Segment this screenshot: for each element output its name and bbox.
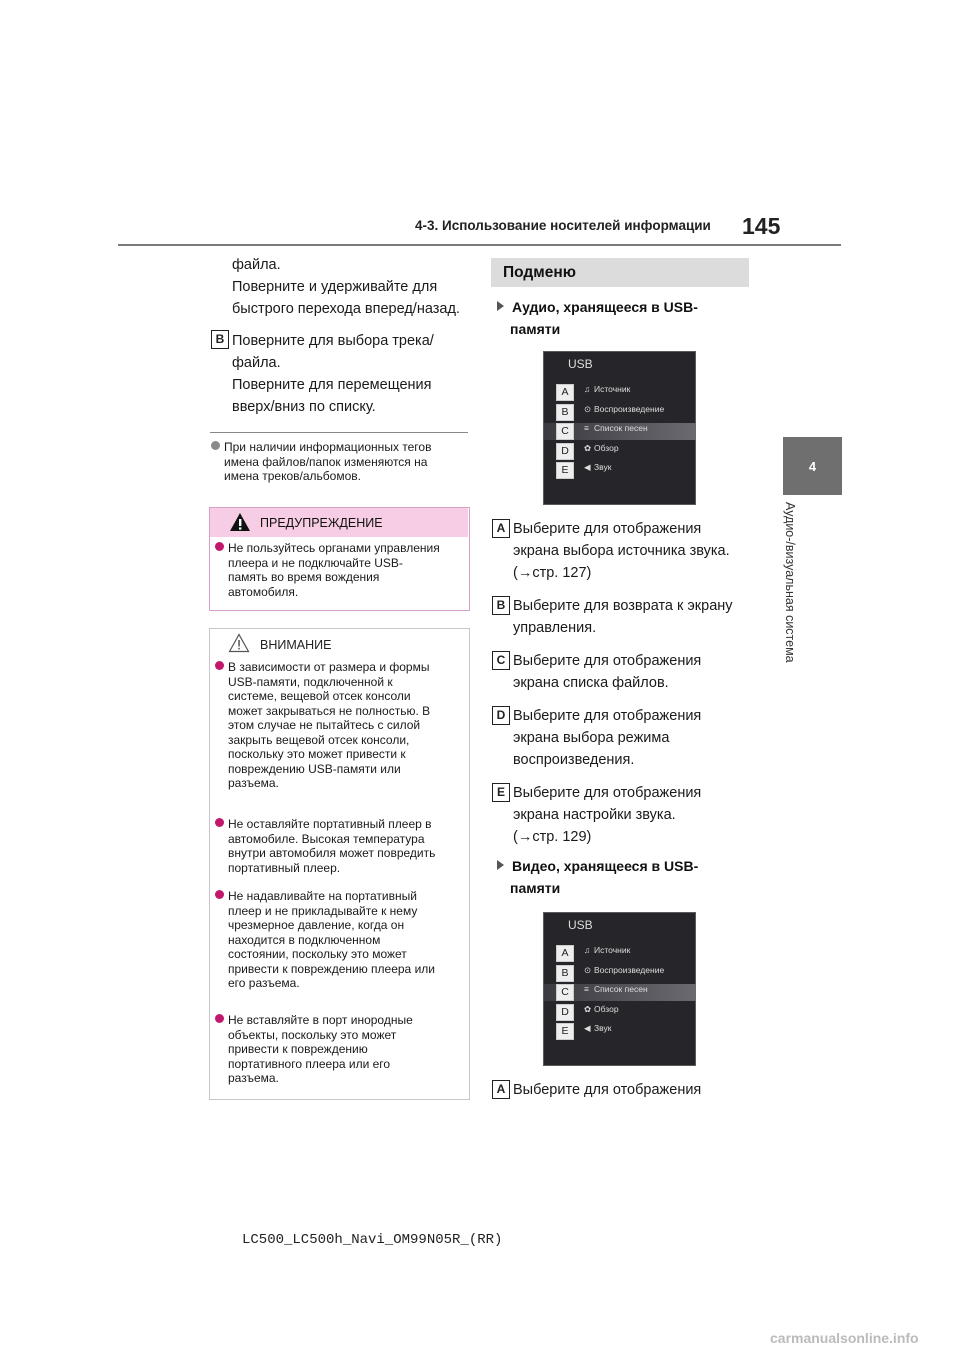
browse-icon: ✿ [584, 443, 592, 453]
usb-screen-audio [543, 351, 696, 505]
browse-icon: ✿ [584, 1004, 592, 1014]
item-e [492, 782, 701, 848]
row-key: C [556, 423, 574, 440]
text-line: Видео, хранящееся в USB- [512, 858, 699, 874]
warning-title: ПРЕДУПРЕЖДЕНИЕ [260, 516, 383, 530]
row-key: D [556, 1004, 574, 1021]
text-line: Выберите для отображения [513, 708, 702, 724]
text-line: поскольку это может привести к [228, 747, 406, 761]
header-rule [118, 244, 841, 246]
play-icon: ⊙ [584, 965, 592, 975]
chapter-label [758, 502, 822, 682]
bullet-icon [211, 441, 220, 450]
screen-row-sound[interactable] [544, 1023, 696, 1040]
key-a: A [492, 1080, 510, 1099]
section-video-title [497, 855, 698, 899]
text-line: USB-памяти, подключенной к [228, 674, 393, 689]
bullet-icon [215, 1014, 224, 1023]
text-line: плеера и не подключайте USB- [228, 555, 403, 570]
caution-item-3 [215, 889, 435, 991]
text-line: Выберите для отображения [513, 785, 702, 801]
warning-item [215, 541, 440, 599]
item-c [492, 650, 701, 694]
bullet-icon [215, 818, 224, 827]
text-line: Поверните и удерживайте для [232, 279, 438, 295]
row-key: A [556, 945, 574, 962]
row-label: Источник [594, 384, 631, 394]
chapter-label-text: Аудио-/визуальная система [783, 502, 797, 663]
screen-row-songs[interactable] [544, 984, 696, 1001]
text-line: файла. [232, 257, 281, 273]
list-icon: ≡ [584, 984, 589, 994]
triangle-arrow-icon [497, 860, 504, 870]
screen-row-playback[interactable] [544, 404, 696, 421]
key-c: C [492, 651, 510, 670]
item-d [492, 705, 701, 771]
text-line: Выберите для отображения [513, 1082, 702, 1098]
list-icon: ≡ [584, 423, 589, 433]
row-key: C [556, 984, 574, 1001]
text-line: имена треков/альбомов. [224, 469, 361, 483]
text-line: управления. [513, 620, 597, 636]
text-line: экрана выбора режима [513, 730, 670, 746]
row-label: Воспроизведение [594, 965, 665, 975]
text-line: состоянии, поскольку это может [228, 947, 407, 961]
text-line: экрана настройки звука. [513, 807, 676, 823]
text-line: объекты, поскольку это может [228, 1027, 397, 1042]
text-line: Выберите для отображения [513, 521, 702, 537]
text-line: этом случае не пытайтесь с силой [228, 718, 421, 732]
row-label: Источник [594, 945, 631, 955]
caution-title: ВНИМАНИЕ [260, 638, 332, 652]
text-line: экрана выбора источника звука. [513, 543, 730, 559]
page-ref: (→стр. 127) [513, 565, 592, 581]
chapter-tab: 4 [783, 437, 842, 495]
item-a-video [492, 1079, 701, 1101]
text-line: чрезмерное давление, когда он [228, 918, 405, 932]
text-line: Поверните для выбора трека/ [232, 333, 434, 349]
bullet-icon [215, 890, 224, 899]
text-line: Поверните для перемещения [232, 377, 432, 393]
text-line: имена файлов/папок изменяются на [224, 454, 428, 469]
note [211, 440, 469, 484]
note-rule [210, 432, 468, 433]
text-line: Не вставляйте в порт инородные [228, 1013, 413, 1027]
caution-item-4 [215, 1013, 413, 1086]
row-key: E [556, 1023, 574, 1040]
row-label: Список песен [594, 423, 648, 433]
row-key: E [556, 462, 574, 479]
screen-row-sound[interactable] [544, 462, 696, 479]
text-line: повреждению USB-памяти или [228, 761, 401, 776]
text-line: память во время вождения [228, 570, 380, 584]
text-line: портативный плеер. [228, 860, 341, 875]
item-b [492, 595, 733, 639]
row-label: Обзор [594, 1004, 619, 1014]
screen-row-browse[interactable] [544, 443, 696, 460]
text-line: Не пользуйтесь органами управления [228, 541, 440, 555]
speaker-icon: ◀ [584, 1023, 591, 1033]
text-line: воспроизведения. [513, 752, 635, 768]
section-title: 4-3. Использование носителей информации [415, 218, 711, 233]
key-e: E [492, 783, 510, 802]
row-key: B [556, 965, 574, 982]
row-key: A [556, 384, 574, 401]
screen-title: USB [568, 357, 593, 371]
text-line: автомобиле. Высокая температура [228, 831, 425, 846]
submenu-heading: Подменю [491, 258, 749, 287]
music-icon: ♫ [584, 945, 591, 955]
bullet-icon [215, 542, 224, 551]
screen-row-browse[interactable] [544, 1004, 696, 1021]
page-ref: (→стр. 129) [513, 829, 592, 845]
row-key: B [556, 404, 574, 421]
footer-code: LC500_LC500h_Navi_OM99N05R_(RR) [242, 1232, 503, 1248]
text-line: Не надавливайте на портативный [228, 889, 417, 903]
text-line: портативного плеера или его [228, 1056, 391, 1071]
screen-title: USB [568, 918, 593, 932]
text-line: разъема. [228, 776, 279, 790]
text-line: может закрываться не полностью. В [228, 703, 431, 718]
caution-icon [228, 633, 250, 653]
warning-header [210, 508, 468, 537]
row-label: Воспроизведение [594, 404, 665, 414]
key-b: B [211, 330, 229, 349]
paragraph-1 [232, 254, 460, 320]
music-icon: ♫ [584, 384, 591, 394]
text-line: привести к повреждению плеера или [228, 961, 435, 976]
screen-row-source[interactable] [544, 384, 696, 401]
row-key: D [556, 443, 574, 460]
text-line: Выберите для отображения [513, 653, 702, 669]
screen-row-source[interactable] [544, 945, 696, 962]
text-line: Аудио, хранящееся в USB- [512, 299, 698, 315]
screen-row-songs[interactable] [544, 423, 696, 440]
bullet-icon [215, 661, 224, 670]
text-line: памяти [510, 880, 561, 896]
row-label: Звук [594, 462, 612, 472]
section-audio-title [497, 296, 698, 340]
text-line: В зависимости от размера и формы [228, 660, 430, 674]
watermark: carmanualsonline.info [770, 1330, 919, 1346]
caution-item-2 [215, 817, 435, 875]
text-line: находится в подключенном [228, 932, 381, 947]
text-line: его разъема. [228, 976, 300, 990]
text-line: автомобиля. [228, 584, 299, 599]
triangle-arrow-icon [497, 301, 504, 311]
page-number: 145 [742, 213, 781, 239]
row-label: Список песен [594, 984, 648, 994]
text-line: При наличии информационных тегов [224, 440, 432, 454]
usb-screen-video [543, 912, 696, 1066]
text-line: файла. [232, 355, 281, 371]
caution-item-1 [215, 660, 430, 791]
text-line: быстрого перехода вперед/назад. [232, 301, 460, 317]
row-label: Звук [594, 1023, 612, 1033]
screen-row-playback[interactable] [544, 965, 696, 982]
key-d: D [492, 706, 510, 725]
text-line: системе, вещевой отсек консоли [228, 689, 411, 703]
warning-icon [229, 512, 251, 532]
text-line: внутри автомобиля может повредить [228, 846, 436, 860]
key-a: A [492, 519, 510, 538]
text-line: закрыть вещевой отсек консоли, [228, 732, 410, 747]
text-line: памяти [510, 321, 561, 337]
text-line: разъема. [228, 1071, 279, 1085]
text-line: экрана списка файлов. [513, 675, 669, 691]
row-label: Обзор [594, 443, 619, 453]
item-a [492, 518, 730, 584]
text-line: Не оставляйте портативный плеер в [228, 817, 432, 831]
key-b-marker [211, 330, 229, 349]
play-icon: ⊙ [584, 404, 592, 414]
text-line: привести к повреждению [228, 1042, 368, 1056]
key-b: B [492, 596, 510, 615]
paragraph-2 [232, 330, 434, 418]
text-line: Выберите для возврата к экрану [513, 598, 733, 614]
text-line: вверх/вниз по списку. [232, 399, 376, 415]
speaker-icon: ◀ [584, 462, 591, 472]
text-line: плеер и не прикладывайте к нему [228, 903, 418, 918]
